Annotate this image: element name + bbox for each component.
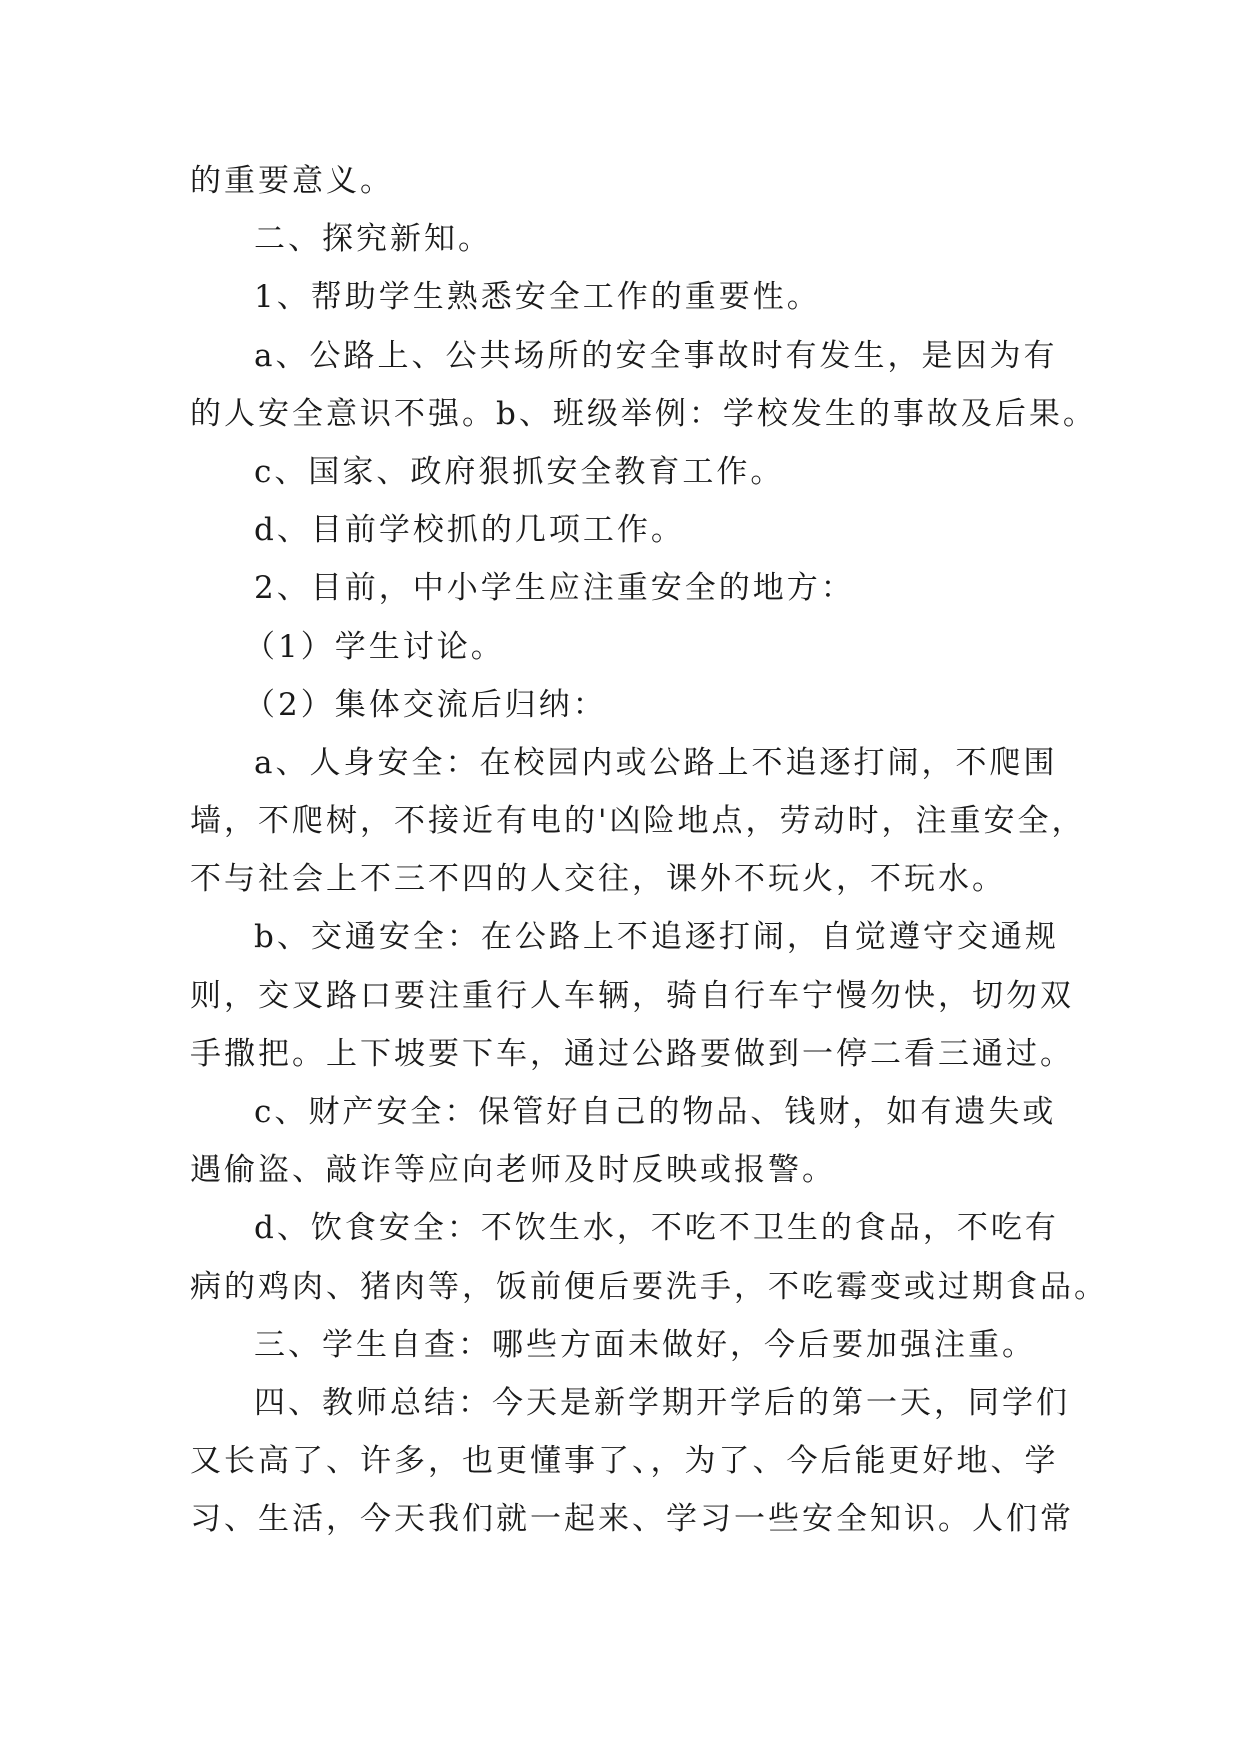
text-line: 则，交叉路口要注重行人车辆，骑自行车宁慢勿快，切勿双 xyxy=(190,977,1074,1014)
text-line: 又长高了、许多，也更懂事了、，为了、今后能更好地、学 xyxy=(190,1443,1059,1480)
text-line: 习、生活，今天我们就一起来、学习一些安全知识。人们常 xyxy=(190,1501,1074,1538)
text-line: （2）集体交流后归纳： xyxy=(244,686,607,723)
section-heading: 三、学生自查：哪些方面未做好，今后要加强注重。 xyxy=(254,1326,1036,1363)
text-line: b、交通安全：在公路上不追逐打闹，自觉遵守交通规 xyxy=(254,919,1059,956)
text-line: 墙，不爬树，不接近有电的'凶险地点，劳动时，注重安全， xyxy=(190,803,1086,840)
section-heading: 二、探究新知。 xyxy=(254,221,492,258)
text-line: 1、帮助学生熟悉安全工作的重要性。 xyxy=(254,279,821,316)
section-heading: 四、教师总结：今天是新学期开学后的第一天，同学们 xyxy=(254,1384,1070,1421)
text-line: 病的鸡肉、猪肉等，饭前便后要洗手，不吃霉变或过期食品。 xyxy=(190,1268,1108,1305)
text-line: 手撒把。上下坡要下车，通过公路要做到一停二看三通过。 xyxy=(190,1035,1074,1072)
text-line: a、人身安全：在校园内或公路上不追逐打闹，不爬围 xyxy=(254,744,1058,781)
text-line: d、目前学校抓的几项工作。 xyxy=(254,512,685,549)
text-line: 2、目前，中小学生应注重安全的地方： xyxy=(254,570,855,607)
text-line: 不与社会上不三不四的人交往，课外不玩火，不玩水。 xyxy=(190,861,1006,898)
text-line: c、国家、政府狠抓安全教育工作。 xyxy=(254,453,785,490)
text-line: 的重要意义。 xyxy=(190,163,394,199)
text-line: 遇偷盗、敲诈等应向老师及时反映或报警。 xyxy=(190,1152,836,1189)
text-line: 的人安全意识不强。b、班级举例：学校发生的事故及后果。 xyxy=(190,395,1097,432)
document-body xyxy=(190,152,1108,1549)
text-line: a、公路上、公共场所的安全事故时有发生，是因为有 xyxy=(254,337,1058,374)
text-line: （1）学生讨论。 xyxy=(244,628,505,665)
text-line: c、财产安全：保管好自己的物品、钱财，如有遗失或 xyxy=(254,1094,1057,1130)
text-line: d、饮食安全：不饮生水，不吃不卫生的食品，不吃有 xyxy=(254,1210,1059,1247)
